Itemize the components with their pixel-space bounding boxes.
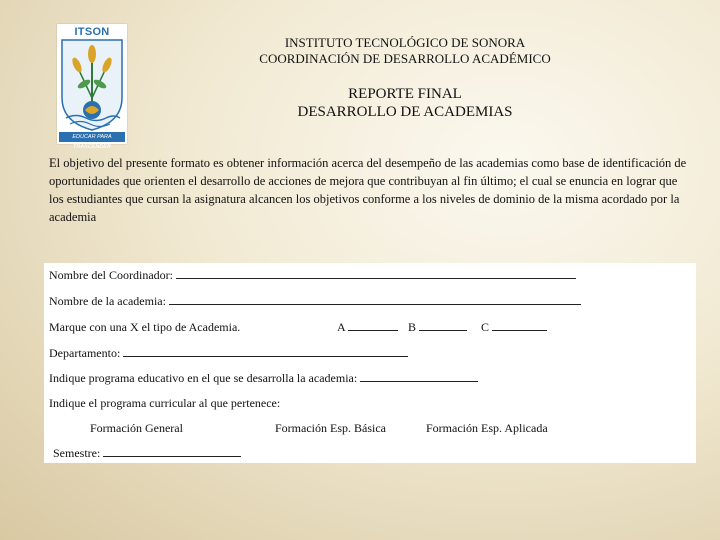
report-form [44,263,696,463]
logo-motto: EDUCAR PARA TRASCENDER [59,132,125,142]
program-label: Indique programa educativo en el que se desarrolla la academia: [49,371,358,385]
coordinator-row [49,268,576,283]
type-option-c-label: C [481,320,490,334]
academy-label: Nombre de la academia: [49,294,166,308]
type-option-c-field[interactable] [492,320,547,331]
itson-logo [57,24,127,150]
type-option-b-label: B [408,320,417,334]
department-field[interactable] [123,346,408,357]
type-option-a[interactable] [337,320,398,335]
logo-emblem-icon [60,38,124,132]
type-option-b-field[interactable] [419,320,467,331]
type-option-c[interactable] [481,320,547,335]
academy-row [49,294,581,309]
academy-field[interactable] [169,294,581,305]
semester-field[interactable] [103,446,241,457]
curricular-option-aplicada[interactable]: Formación Esp. Aplicada [426,421,548,435]
report-title: REPORTE FINAL [348,86,462,102]
coordinator-field[interactable] [176,268,576,279]
coordinator-label: Nombre del Coordinador: [49,268,173,282]
semester-row [53,446,241,461]
type-option-b[interactable] [408,320,467,335]
program-field[interactable] [360,371,478,382]
logo-brand: ITSON [74,26,110,38]
institution-header [200,35,610,67]
department-label: Departamento: [49,346,121,360]
department-row [49,346,408,361]
type-option-a-field[interactable] [348,320,398,331]
type-option-a-label: A [337,320,346,334]
type-label: Marque con una X el tipo de Academia. [49,320,241,334]
report-title-block [200,85,610,121]
intro-paragraph: El objetivo del presente formato es obtener información acerca del desempeño de las academias como base de identificación de oportunidades que orienten el desarrollo de acciones de mejora que contribuyan al fin último; el cual se enuncia en lograr que los estudiantes que cursan la asignatura alcancen los objetivos conforme a los niveles de dominio de la misma acordado por la academia [49,156,687,224]
semester-label: Semestre: [53,446,101,460]
curricular-option-basica[interactable]: Formación Esp. Básica [275,421,386,435]
program-row [49,371,478,386]
curricular-option-general[interactable]: Formación General [90,421,183,435]
curricular-label: Indique el programa curricular al que pertenece: [49,396,281,410]
report-subtitle: DESARROLLO DE ACADEMIAS [297,104,513,120]
department-name: COORDINACIÓN DE DESARROLLO ACADÉMICO [259,51,551,66]
institution-name: INSTITUTO TECNOLÓGICO DE SONORA [284,35,526,50]
